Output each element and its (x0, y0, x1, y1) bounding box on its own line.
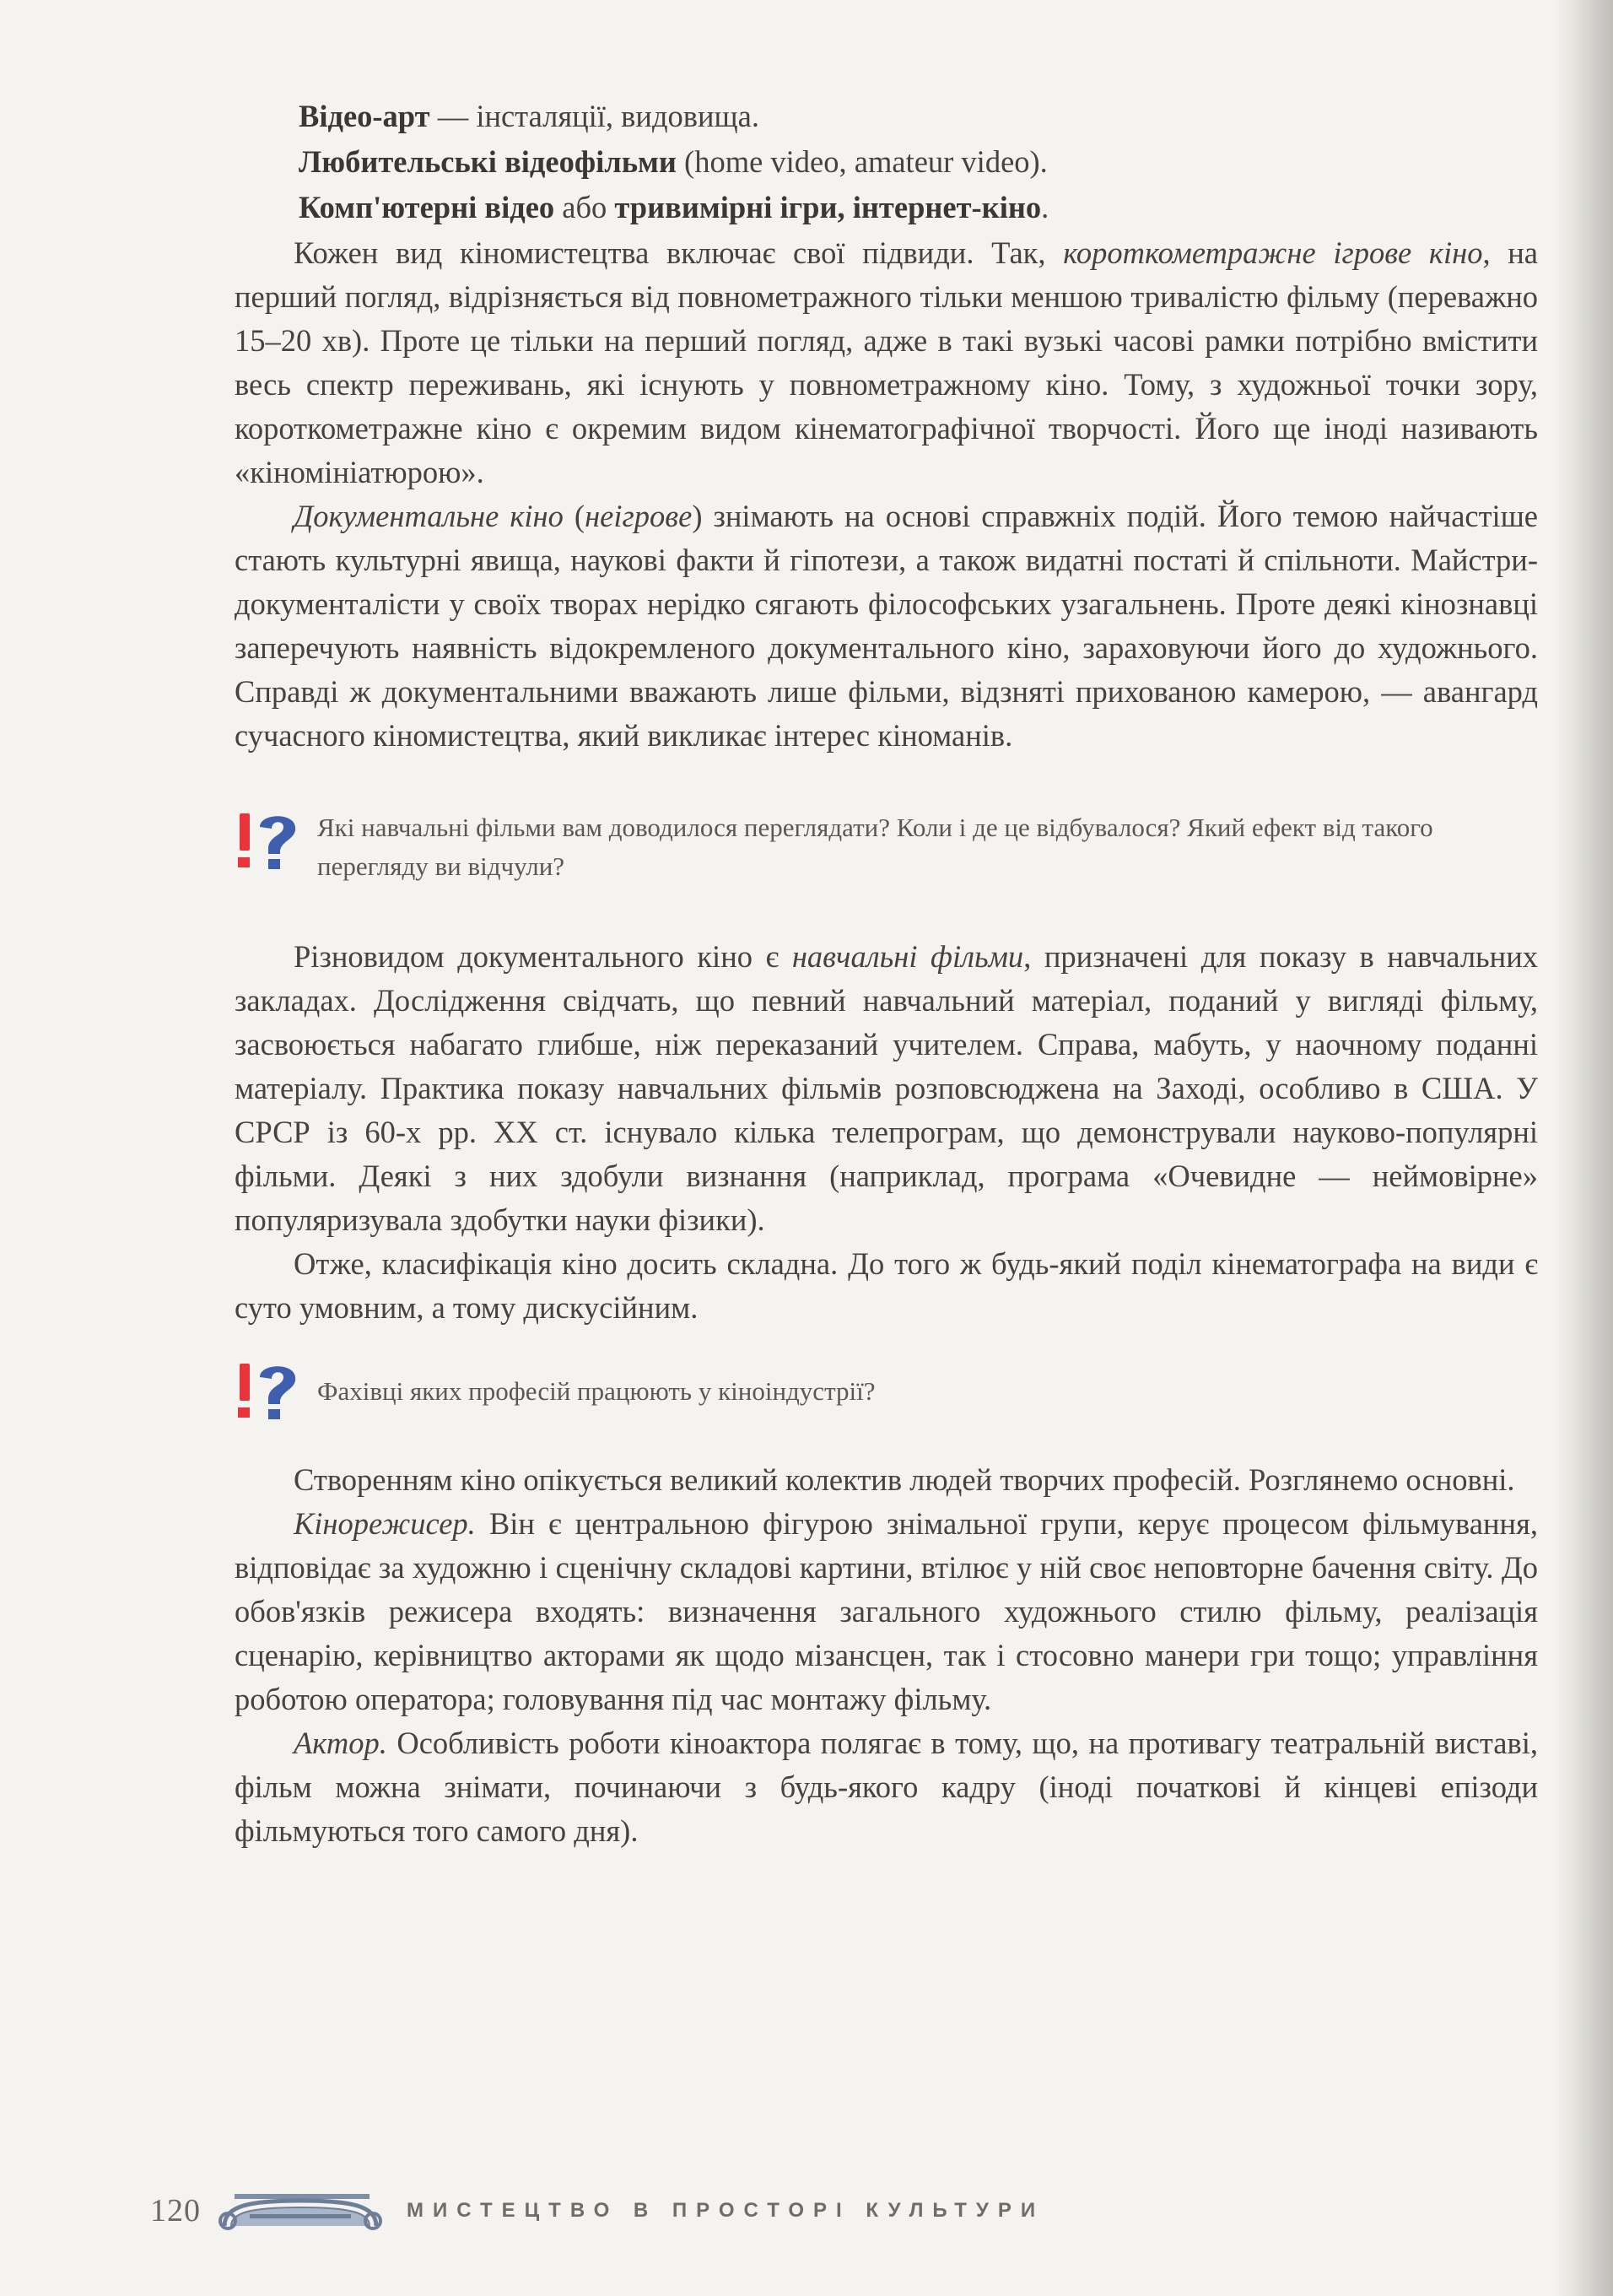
list-item (235, 186, 1538, 230)
book-title: МИСТЕЦТВО В ПРОСТОРІ КУЛЬТУРИ (407, 2199, 1045, 2222)
term-educational-films: навчальні фільми (791, 939, 1024, 974)
list-item (235, 140, 1538, 184)
ornamental-scroll-icon (216, 2189, 385, 2233)
question-exclamation-icon (235, 1359, 307, 1424)
question-exclamation-icon (235, 808, 307, 874)
list-item-text: . (1041, 190, 1049, 224)
list-item-text: (home video, amateur video). (676, 144, 1048, 179)
term-non-fiction: неігрове (585, 499, 693, 533)
question-text: Які навчальні фільми вам доводилося переглядати? Коли і де це відбувалося? Який ефект від такого перегляду ви відчули? (317, 813, 1433, 881)
list-item-term: тривимірні ігри, інтернет-кіно (614, 190, 1042, 224)
list-item-text: або (554, 190, 615, 224)
paragraph-actor: Актор. Особливість роботи кіноактора полягає в тому, що, на противагу театральній виставі, фільм можна знімати, починаючи з будь-якого кадру (іноді початкові й кінцеві епізоди фільмуються того самого дня). (235, 1726, 1538, 1848)
list-item-term: Комп'ютерні відео (299, 190, 555, 224)
paragraph-classification: Отже, класифікація кіно досить складна. До того ж будь-який поділ кінематографа на види є суто умовним, а тому дискусійним. (235, 1246, 1538, 1325)
paragraph-director: Кінорежисер. Він є центральною фігурою знімальної групи, керує процесом фільмування, відповідає за художню і сценічну складові картини, втілює у ній своє неповторне бачення світу. До обов'язків режисера входять: визначення загального художнього стилю фільму, реалізація сценарію, керівництво акторами як щодо мізансцен, так і стосовно манери гри тощо; управління роботою оператора; головування під час монтажу фільму. (235, 1506, 1538, 1716)
question-block-1 (235, 808, 1538, 886)
page-binding-edge (1554, 0, 1613, 2296)
list-item (235, 95, 1538, 138)
page-number: 120 (150, 2193, 201, 2228)
question-block-2 (235, 1359, 1538, 1411)
page-content (235, 95, 1538, 1853)
term-documentary: Документальне кіно (294, 499, 564, 533)
list-item-term: Любительські відеофільми (299, 144, 677, 179)
term-director: Кінорежисер. (294, 1506, 476, 1541)
page-footer (150, 2185, 1044, 2236)
list-item-term: Відео-арт (299, 99, 430, 133)
paragraph-documentary: Документальне кіно (неігрове) знімають на основі справжніх подій. Його темою найчастіше стають культурні явища, наукові факти й гіпотези, а також видатні постаті й спільноти. Майстри-документалісти у своїх творах нерідко сягають філософських узагальнень. Проте деякі кінознавці заперечують наявність відокремленого документального кіно, зараховуючи його до художнього. Справді ж документальними вважають лише фільми, відзняті прихованою камерою, — авангард сучасного кіномистецтва, який викликає інтерес кіноманів. (235, 499, 1539, 753)
term-short-film: короткометражне ігрове кіно (1063, 235, 1483, 270)
question-text: Фахівці яких професій працюють у кіноіндустрії? (317, 1376, 876, 1406)
paragraph-film-creation: Створенням кіно опікується великий колектив людей творчих професій. Розглянемо основні. (294, 1462, 1515, 1497)
film-types-list (235, 95, 1538, 230)
list-item-text: — інсталяції, видовища. (429, 99, 759, 133)
paragraph-educational-films: Різновидом документального кіно є навчальні фільми, призначені для показу в навчальних закладах. Дослідження свідчать, що певний навчальний матеріал, поданий у вигляді фільму, засвоюється набагато глибше, ніж переказаний учителем. Справа, мабуть, у наочному поданні матеріалу. Практика показу навчальних фільмів розповсюджена на Заході, особливо в США. У СРСР із 60-х рр. XX ст. існувало кілька телепрограм, що демонстрували науково-популярні фільми. Деякі з них здобули визнання (наприклад, програма «Очевидне — неймовірне» популяризувала здобутки науки фізики). (235, 939, 1539, 1237)
paragraph-short-films: Кожен вид кіномистецтва включає свої підвиди. Так, короткометражне ігрове кіно, на перший погляд, відрізняється від повнометражного тільки меншою тривалістю фільму (переважно 15–20 хв). Проте це тільки на перший погляд, адже в такі вузькі часові рамки потрібно вмістити весь спектр переживань, які існують у повнометражному кіно. Тому, з художньої точки зору, короткометражне кіно є окремим видом кінематографічної творчості. Його ще іноді називають «кіномініатюрою». (235, 235, 1538, 489)
term-actor: Актор. (294, 1726, 387, 1760)
